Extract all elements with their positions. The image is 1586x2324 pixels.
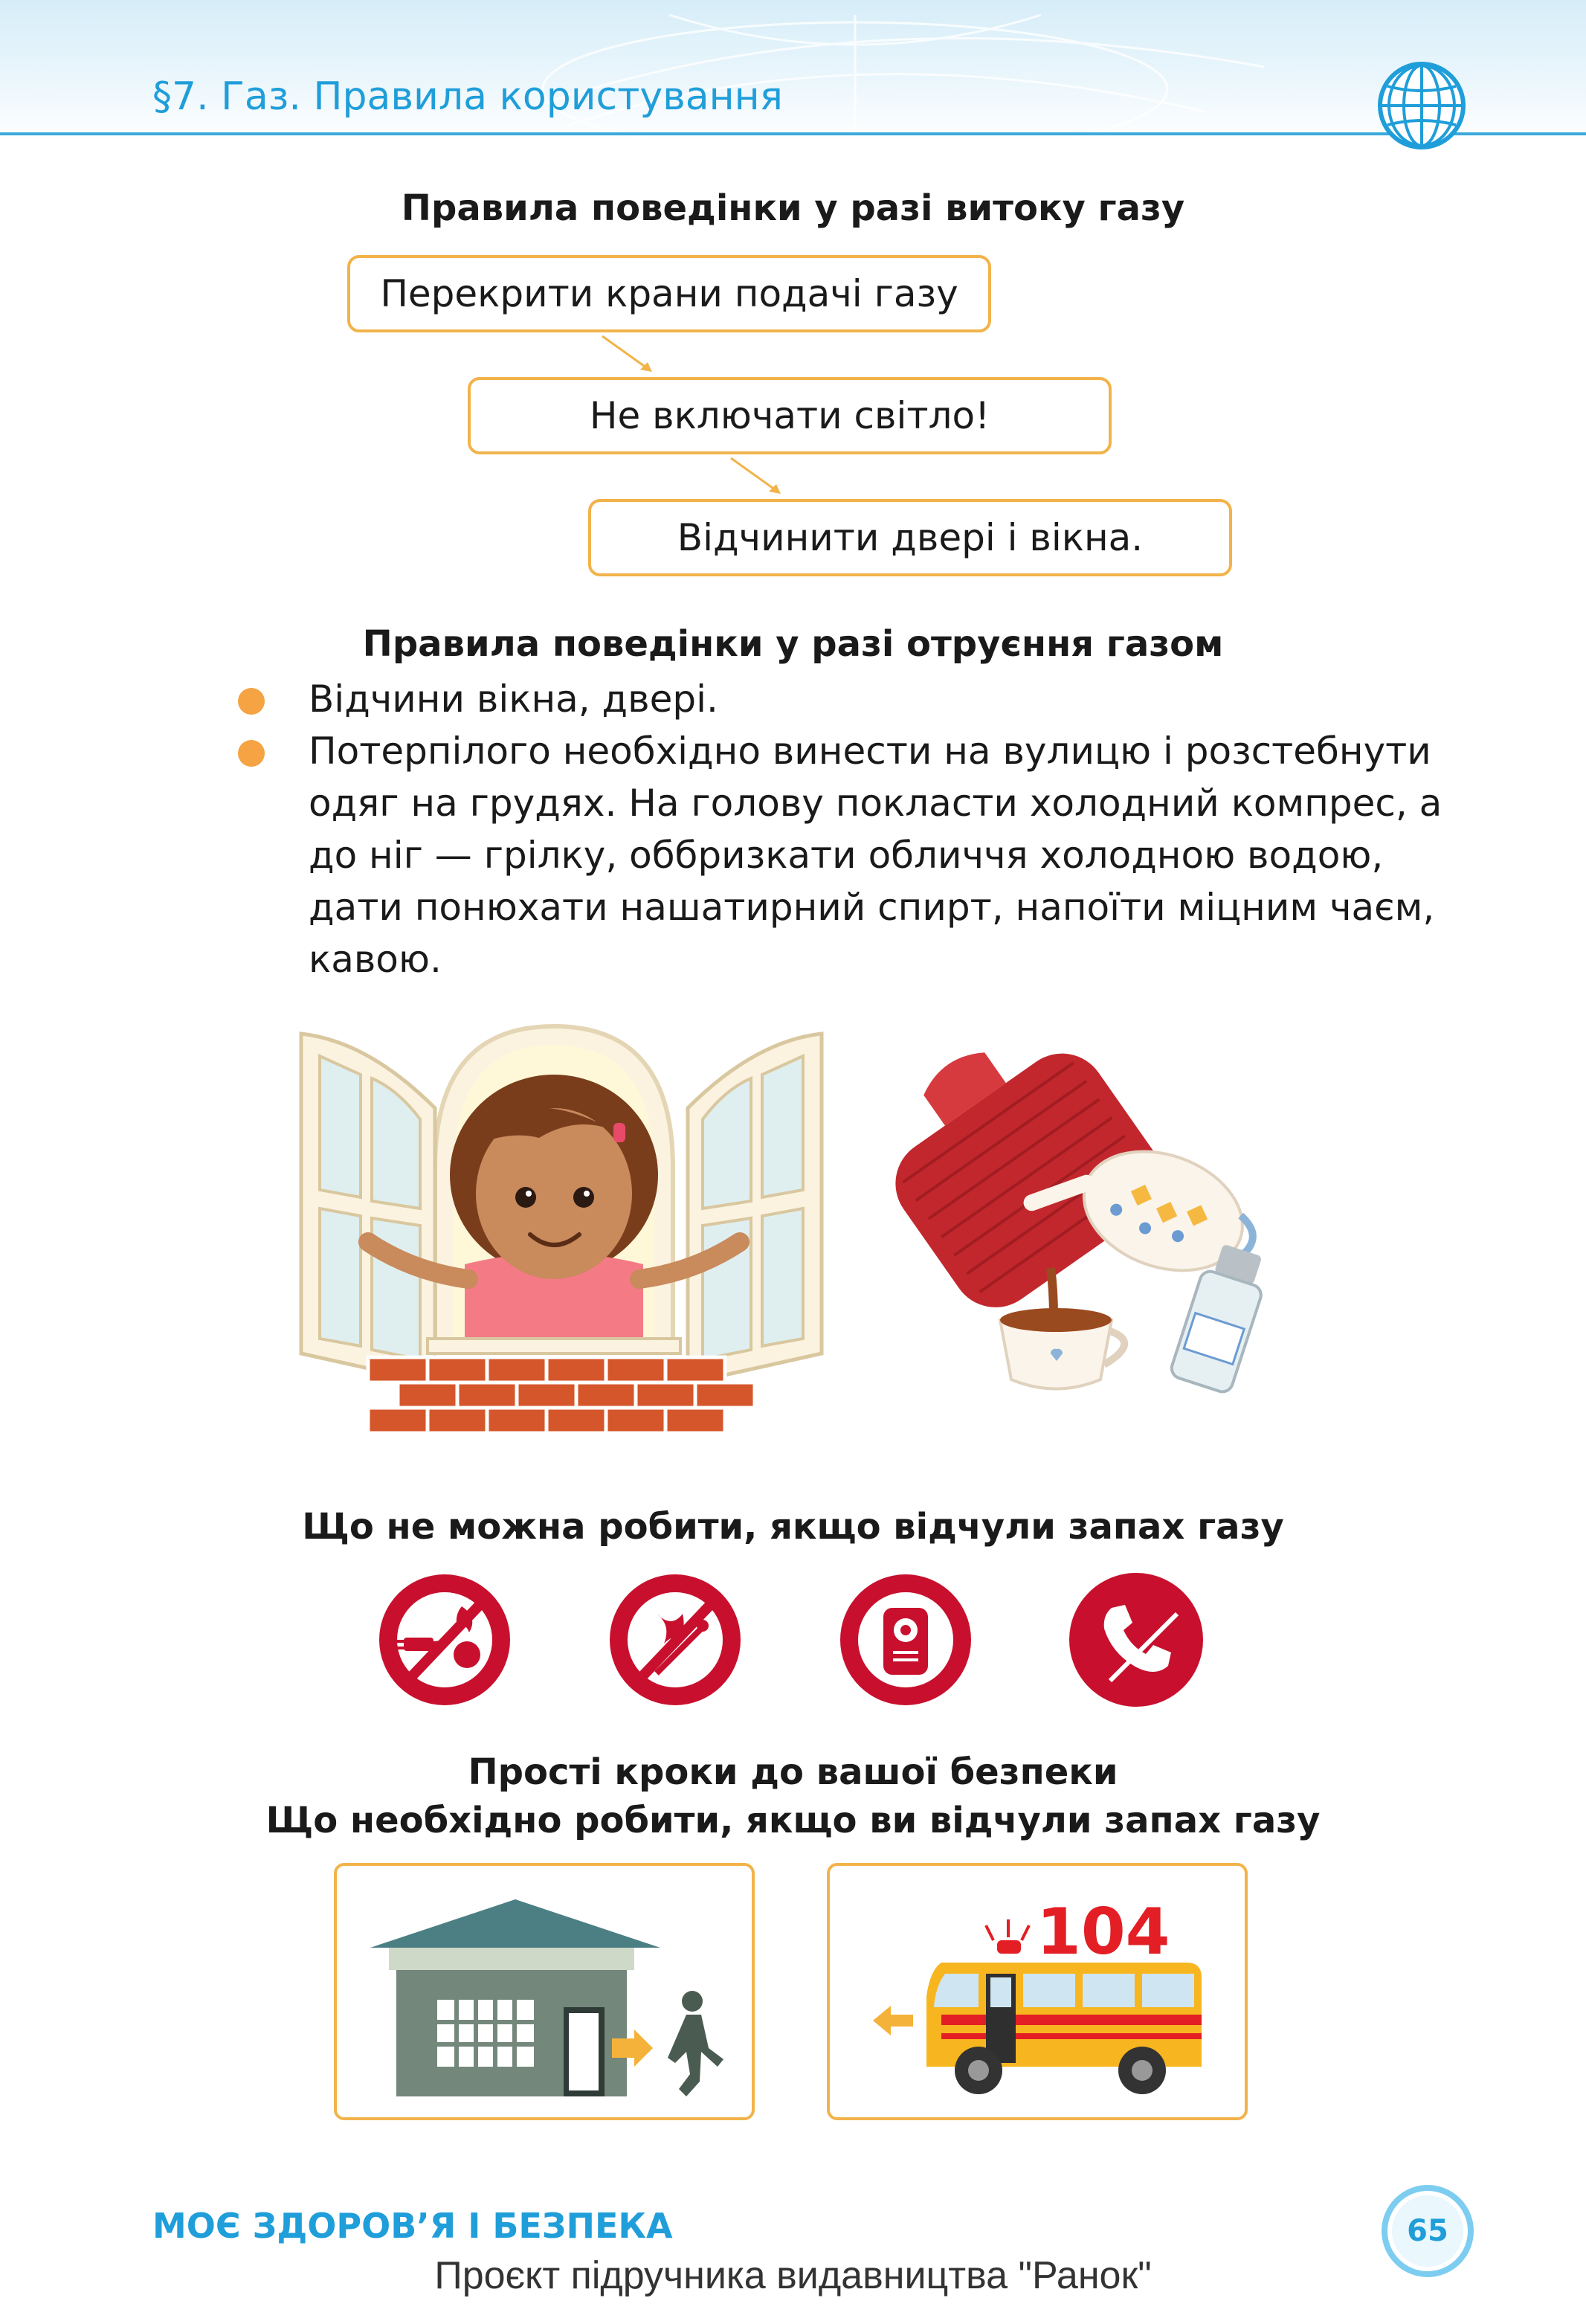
leak-step-box bbox=[347, 255, 991, 332]
bullet-icon bbox=[238, 740, 265, 767]
leak-step-text: Не включати світло! bbox=[589, 394, 990, 437]
safety-heading-line2: Що необхідно робити, якщо ви відчули запах газу bbox=[265, 1800, 1321, 1841]
book-title: МОЄ ЗДОРОВ’Я І БЕЗПЕКА bbox=[152, 2206, 673, 2246]
header-rule bbox=[0, 132, 1586, 135]
arrow-icon bbox=[599, 332, 658, 377]
leak-step-box bbox=[588, 499, 1232, 576]
safety-heading-line1: Прості кроки до вашої безпеки bbox=[468, 1751, 1118, 1793]
leak-rules-heading: Правила поведінки у разі витоку газу bbox=[401, 187, 1185, 229]
bullet-icon bbox=[238, 688, 265, 715]
emergency-number: 104 bbox=[1037, 1895, 1170, 1969]
arrow-icon bbox=[727, 454, 787, 499]
no-plug-icon bbox=[374, 1569, 515, 1710]
list-item bbox=[238, 725, 1442, 985]
page-number: 65 bbox=[1392, 2195, 1463, 2267]
no-match-icon bbox=[605, 1569, 746, 1710]
leave-building-card bbox=[334, 1863, 755, 2120]
header-decoration bbox=[0, 0, 1586, 141]
no-doorbell-icon bbox=[835, 1569, 976, 1710]
poison-rules-heading: Правила поведінки у разі отруєння газом bbox=[362, 623, 1224, 665]
girl-window-illustration bbox=[294, 1019, 829, 1450]
leak-step-box bbox=[468, 377, 1112, 454]
list-item bbox=[238, 673, 1442, 725]
draft-note: Проєкт підручника видавництва "Ранок" bbox=[434, 2254, 1152, 2297]
globe-icon bbox=[1377, 61, 1466, 150]
leave-building-illustration bbox=[337, 1866, 755, 2120]
list-item-text: Відчини вікна, двері. bbox=[309, 677, 718, 721]
list-item-text: Потерпілого необхідно винести на вулицю і розстебнути одяг на грудях. На голову покласти холодний компрес, а до ніг — грілку, оббризкати обличчя холодною водою, дати понюхати нашатирний спирт, напоїти міцним чаєм, кавою. bbox=[309, 730, 1442, 981]
no-phone-icon bbox=[1066, 1569, 1207, 1710]
section-title: §7. Газ. Правила користування bbox=[152, 74, 783, 119]
leak-step-text: Перекрити крани подачі газу bbox=[380, 272, 958, 315]
poison-rules-list bbox=[238, 673, 1442, 985]
first-aid-items-illustration bbox=[859, 1023, 1298, 1409]
forbidden-heading: Що не можна робити, якщо відчули запах газу bbox=[302, 1506, 1284, 1548]
leak-step-text: Відчинити двері і вікна. bbox=[677, 516, 1144, 559]
